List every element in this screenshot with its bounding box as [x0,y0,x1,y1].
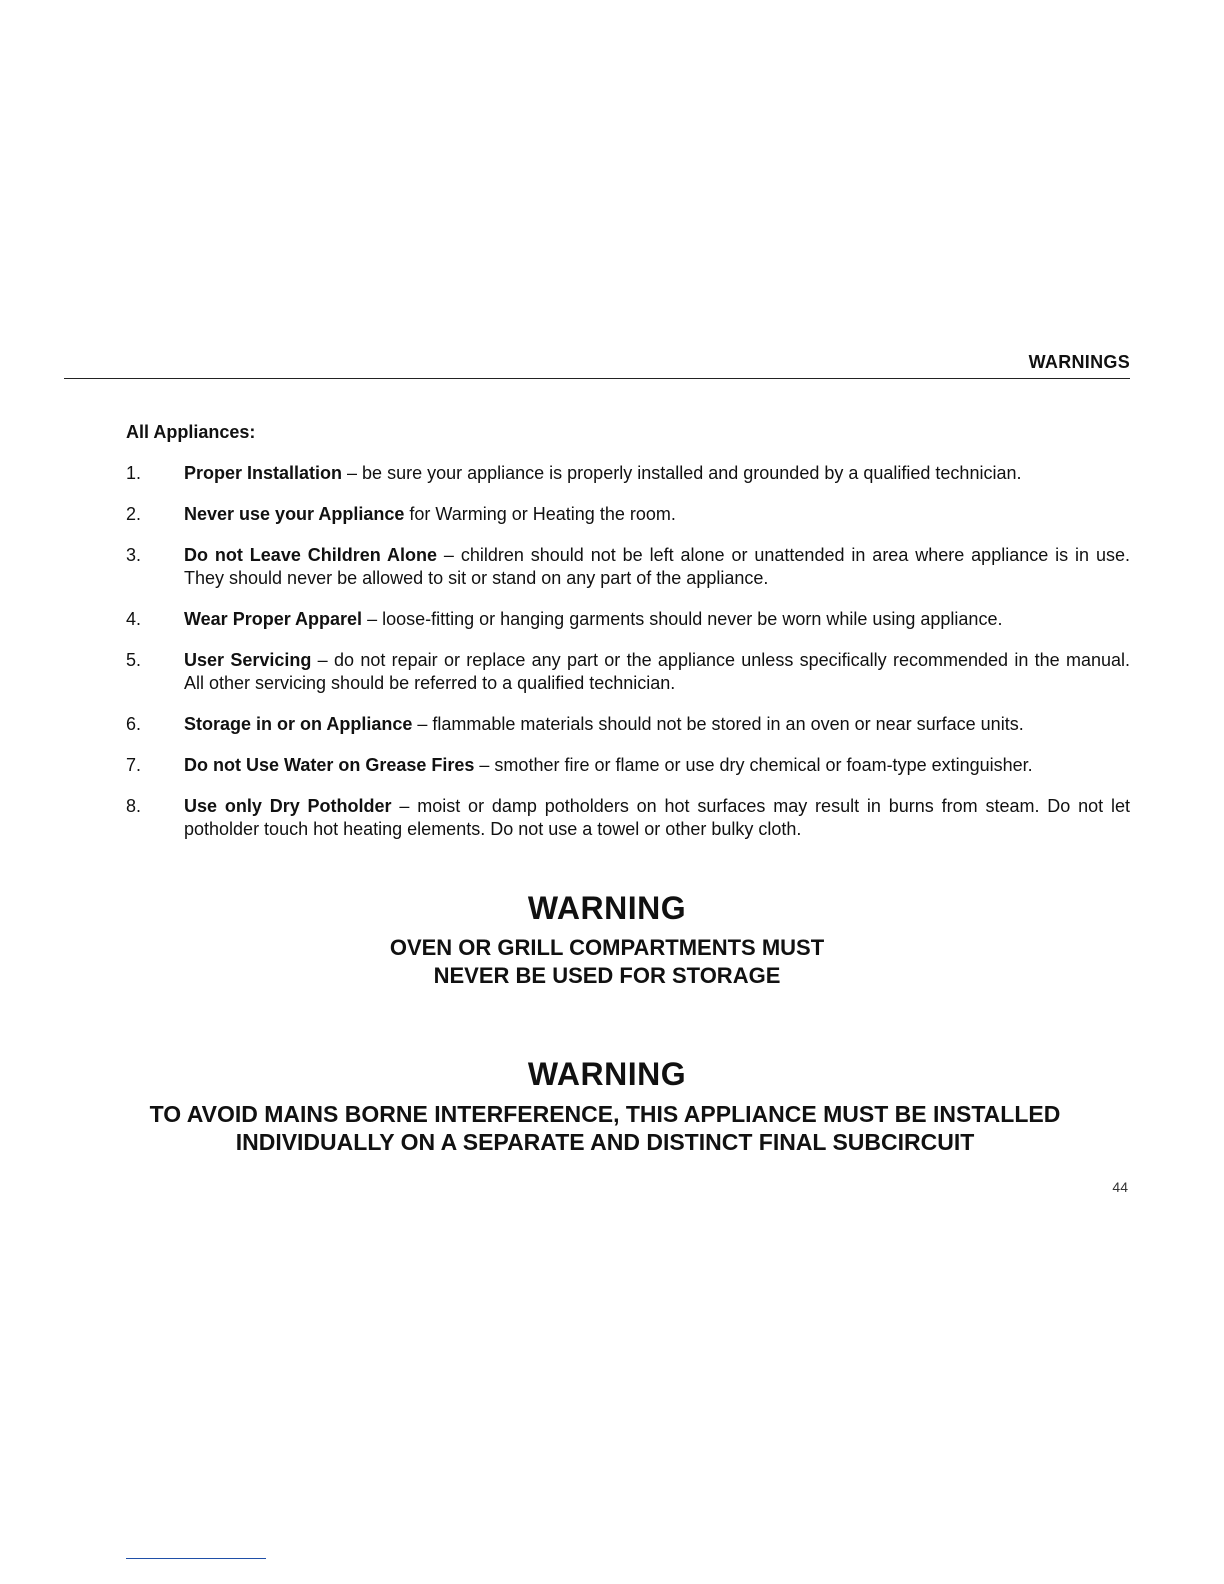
subheading: All Appliances: [126,422,256,442]
interference-warning [0,1054,1224,1156]
item-number: 5. [126,650,142,670]
warning-line: OVEN OR GRILL COMPARTMENTS MUST [389,935,825,960]
item-text: – moist or damp potholders on hot surfaces may result in burns from steam. Do not let potholder touch hot heating elements. Do not use a towel or other bulky cloth. [184,796,1131,839]
warnings-list [126,462,1130,859]
list-item [126,713,1130,736]
list-item [126,503,1130,526]
item-text: for Warming or Heating the room. [404,504,676,524]
list-item [126,462,1130,485]
item-number: 7. [126,755,142,775]
list-item [126,608,1130,631]
item-number: 4. [126,609,142,629]
header-divider [64,378,1130,379]
item-number: 2. [126,504,142,524]
item-number: 6. [126,714,142,734]
item-text: – smother fire or flame or use dry chemical or foam-type extinguisher. [474,755,1033,775]
list-item [126,649,1130,695]
item-number: 8. [126,796,142,816]
item-text: – flammable materials should not be stored in an oven or near surface units. [412,714,1024,734]
section-title: WARNINGS [1028,352,1130,372]
item-number: 1. [126,463,142,483]
item-text: – be sure your appliance is properly installed and grounded by a qualified technician. [342,463,1022,483]
storage-warning [0,888,1224,990]
item-text: – children should not be left alone or unattended in area where appliance is in use. They should never be allowed to sit or stand on any part of the appliance. [184,545,1130,588]
item-lead: Do not Leave Children Alone [184,545,437,565]
item-lead: Proper Installation [184,463,343,483]
page-number: 44 [1112,1179,1128,1195]
item-lead: Storage in or on Appliance [184,714,413,734]
warning-line: NEVER BE USED FOR STORAGE [433,963,781,988]
item-number: 3. [126,545,142,565]
item-text: – loose-fitting or hanging garments should never be worn while using appliance. [362,609,1003,629]
warning-heading: WARNING [527,890,687,926]
item-text: – do not repair or replace any part or the appliance unless specifically recommended in the manual. All other servicing should be referred to a qualified technician. [184,650,1131,693]
warning-text [0,1100,1224,1156]
warning-text [0,934,1224,990]
list-item [126,754,1130,777]
list-item [126,795,1130,841]
warning-heading: WARNING [527,1056,687,1092]
item-lead: Do not Use Water on Grease Fires [184,755,475,775]
item-lead: Never use your Appliance [184,504,405,524]
item-lead: Wear Proper Apparel [184,609,363,629]
warning-line: INDIVIDUALLY ON A SEPARATE AND DISTINCT FINAL SUBCIRCUIT [235,1129,975,1155]
warning-line: TO AVOID MAINS BORNE INTERFERENCE, THIS APPLIANCE MUST BE INSTALLED [149,1101,1061,1127]
list-item [126,544,1130,590]
footer-divider [126,1558,266,1559]
item-lead: Use only Dry Potholder [184,796,392,816]
item-lead: User Servicing [184,650,312,670]
